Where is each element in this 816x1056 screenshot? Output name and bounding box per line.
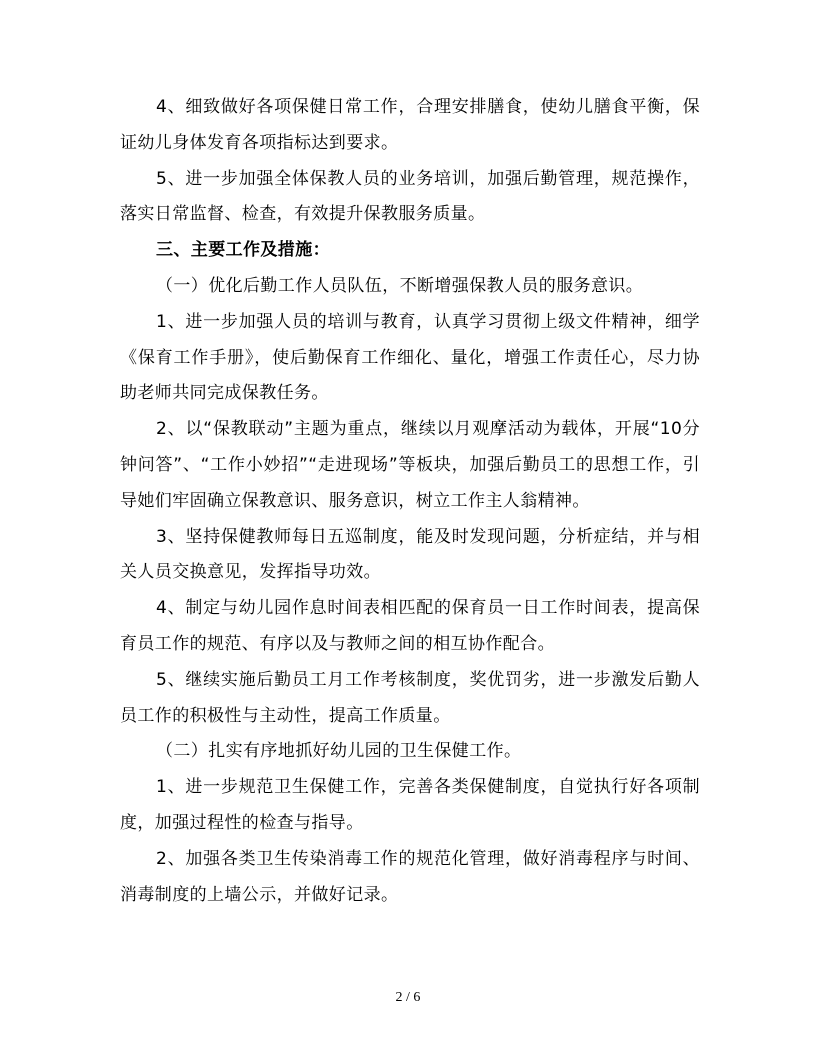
paragraph: 4、细致做好各项保健日常工作，合理安排膳食，使幼儿膳食平衡，保证幼儿身体发育各项指标达到要求。: [120, 97, 700, 153]
paragraph: 5、进一步加强全体保教人员的业务培训，加强后勤管理，规范操作，落实日常监督、检查，有效提升保教服务质量。: [120, 168, 700, 225]
paragraph: 2、以“保教联动”主题为重点，继续以月观摩活动为载体，开展“10分钟问答”、“工作小妙招”“走进现场”等板块，加强后勤员工的思想工作，引导她们牢固确立保教意识、服务意识，树立工作主人翁精神。: [120, 419, 700, 511]
paragraph: 2、加强各类卫生传染消毒工作的规范化管理，做好消毒程序与时间、消毒制度的上墙公示，并做好记录。: [120, 848, 700, 905]
subsection-heading: （一）优化后勤工作人员队伍，不断增强保教人员的服务意识。: [156, 275, 644, 296]
paragraph: 1、进一步规范卫生保健工作，完善各类保健制度，自觉执行好各项制度，加强过程性的检查与指导。: [120, 777, 700, 833]
paragraph: 5、继续实施后勤员工月工作考核制度，奖优罚劣，进一步激发后勤人员工作的积极性与主动性，提高工作质量。: [120, 669, 700, 726]
paragraph: 1、进一步加强人员的培训与教育，认真学习贯彻上级文件精神，细学《保育工作手册》，使后勤保育工作细化、量化，增强工作责任心，尽力协助老师共同完成保教任务。: [120, 311, 700, 404]
document-body: [120, 90, 700, 913]
paragraph: 3、坚持保健教师每日五巡制度，能及时发现问题，分析症结，并与相关人员交换意见，发挥指导功效。: [120, 526, 700, 583]
section-heading: 三、主要工作及措施：: [156, 240, 330, 261]
subsection-heading: （二）扎实有序地抓好幼儿园的卫生保健工作。: [156, 741, 522, 762]
page-number: 2 / 6: [395, 990, 421, 1005]
paragraph: 4、制定与幼儿园作息时间表相匹配的保育员一日工作时间表，提高保育员工作的规范、有序以及与教师之间的相互协作配合。: [120, 598, 700, 654]
